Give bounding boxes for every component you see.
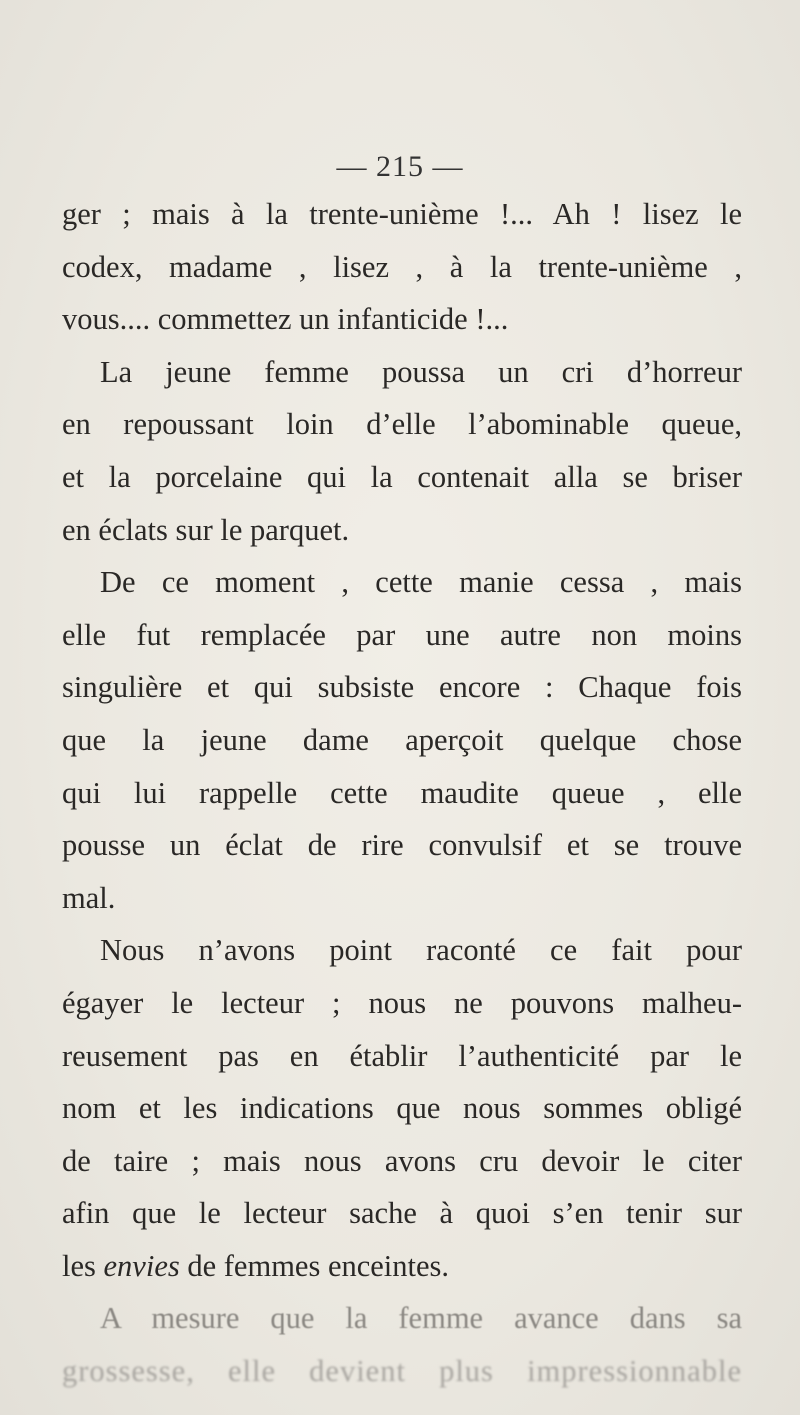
text-line: qui lui rappelle cette maudite queue , elle [62, 775, 742, 810]
body-text [62, 188, 742, 1398]
paragraph-start: A mesure que la femme avance dans sa [100, 1301, 742, 1336]
text-line: en éclats sur le parquet. [62, 512, 350, 547]
text-line: et la porcelaine qui la contenait alla se briser [62, 459, 742, 494]
page-number: — 215 — [336, 150, 464, 183]
text-line: vous.... commettez un infanticide !... [62, 302, 509, 337]
text-line: afin que le lecteur sache à quoi s’en tenir sur [62, 1196, 742, 1231]
paragraph-start: La jeune femme poussa un cri d’horreur [100, 354, 742, 389]
text-fragment: de femmes enceintes. [179, 1248, 450, 1283]
text-line: égayer le lecteur ; nous ne pouvons malheu- [62, 985, 742, 1020]
text-line: que la jeune dame aperçoit quelque chose [62, 722, 742, 757]
text-line: nom et les indications que nous sommes obligé [62, 1091, 742, 1126]
text-line: singulière et qui subsiste encore : Chaque fois [62, 670, 742, 705]
paragraph-start: Nous n’avons point raconté ce fait pour [100, 933, 742, 968]
text-line: elle fut remplacée par une autre non moins [62, 617, 742, 652]
text-line: mal. [62, 880, 116, 915]
text-line: de taire ; mais nous avons cru devoir le citer [62, 1143, 742, 1178]
text-line: reusement pas en établir l’authenticité par le [62, 1038, 742, 1073]
text-line: grossesse, elle devient plus impressionnable [62, 1354, 742, 1389]
text-line: ger ; mais à la trente-unième !... Ah ! lisez le [62, 197, 742, 231]
paragraph-start: De ce moment , cette manie cessa , mais [100, 565, 742, 600]
text-fragment: les [62, 1248, 104, 1283]
text-line: pousse un éclat de rire convulsif et se trouve [62, 828, 742, 863]
emphasized-word: envies [103, 1248, 180, 1283]
text-line: codex, madame , lisez , à la trente-unième , [62, 249, 742, 284]
text-line: en repoussant loin d’elle l’abominable queue, [62, 407, 742, 442]
text-line-with-emphasis [62, 1240, 742, 1293]
